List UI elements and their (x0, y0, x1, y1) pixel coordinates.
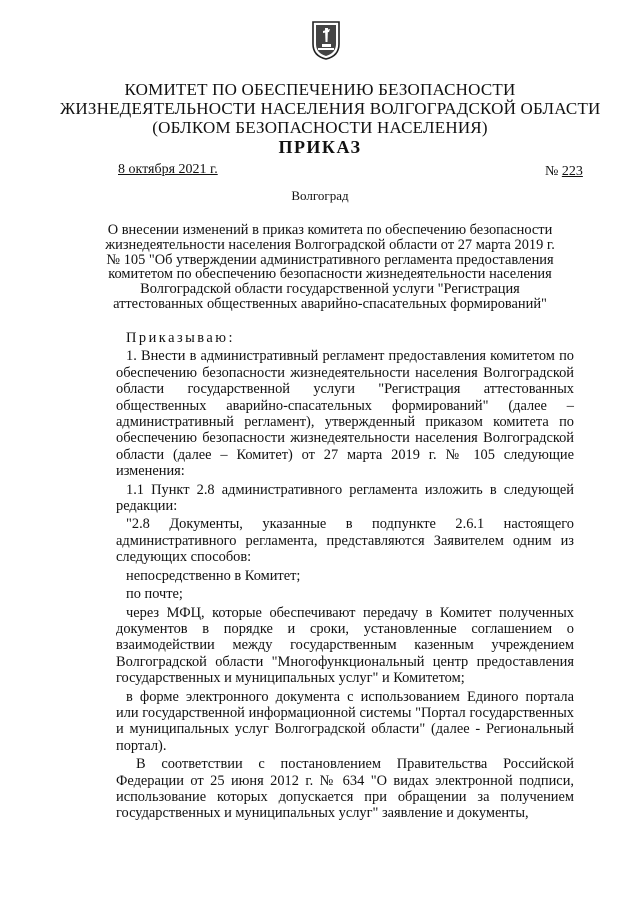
subject-line: О внесении изменений в приказ комитета по обеспечению безопасности (107, 222, 553, 238)
body-paragraph: 1. Внести в административный регламент предоставления комитетом по обеспечению безопасности жизнедеятельности населения Волгоградской области государственной услуги "Регистрация аттестованных общественных аварийно-спасательных формирований" (далее – административный регламент), утвержденный приказом комитета по обеспечению безопасности жизнедеятельности населения Волгоградской области (далее – Комитет) от 27 марта 2019 г. № 105 следующие изменения: (116, 348, 574, 480)
body-paragraph: 1.1 Пункт 2.8 административного регламента изложить в следующей редакции: (116, 481, 574, 515)
header-line: КОМИТЕТ ПО ОБЕСПЕЧЕНИЮ БЕЗОПАСНОСТИ (124, 80, 516, 99)
subject-line: № 105 "Об утверждении административного регламента предоставления (106, 251, 554, 268)
order-directive: Приказываю: (126, 330, 236, 346)
header-line: (ОБЛКОМ БЕЗОПАСНОСТИ НАСЕЛЕНИЯ) (152, 118, 488, 137)
committee-header (60, 80, 601, 137)
subject-line: Волгоградской области государственной услуги "Регистрация (140, 281, 520, 298)
subject-line: аттестованных общественных аварийно-спасательных формирований" (113, 295, 547, 312)
body-paragraph: в форме электронного документа с использованием Единого портала или государственной информационной системы "Портал государственных и муниципальных услуг Волгоградской области" (далее - Региональный портал). (116, 688, 574, 754)
order-date: 8 октября 2021 г. (118, 162, 218, 177)
order-subject (90, 223, 570, 312)
order-number (545, 164, 583, 180)
document-title: ПРИКАЗ (278, 137, 362, 157)
subject-line: жизнедеятельности населения Волгоградской области от 27 марта 2019 г. (105, 236, 555, 253)
body-paragraph: "2.8 Документы, указанные в подпункте 2.6.1 настоящего административного регламента, представляются Заявителем одним из следующих способов: (116, 516, 574, 566)
order-body (116, 330, 574, 824)
body-paragraph: через МФЦ, которые обеспечивают передачу в Комитет полученных документов в порядке и сроки, установленные соглашением о взаимодействии между государственным казенным учреждением Волгоградской области "Многофункциональный центр предоставления государственных и муниципальных услуг" и Комитетом; (116, 604, 574, 687)
body-paragraph: непосредственно в Комитет; (126, 567, 301, 584)
number-prefix: № (545, 164, 559, 179)
body-paragraph: по почте; (126, 586, 183, 603)
header-line: ЖИЗНЕДЕЯТЕЛЬНОСТИ НАСЕЛЕНИЯ ВОЛГОГРАДСКОЙ ОБЛАСТИ (60, 99, 601, 118)
city-name: Волгоград (291, 188, 349, 203)
subject-line: комитетом по обеспечению безопасности жизнедеятельности населения (108, 266, 552, 283)
body-paragraph: В соответствии с постановлением Правительства Российской Федерации от 25 июня 2012 г. № 634 "О видах электронной подписи, использование которых допускается при обращении за получением государственных и муниципальных услуг" заявление и документы, (116, 756, 574, 822)
number-value: 223 (561, 164, 583, 179)
coat-of-arms-icon (311, 20, 341, 60)
